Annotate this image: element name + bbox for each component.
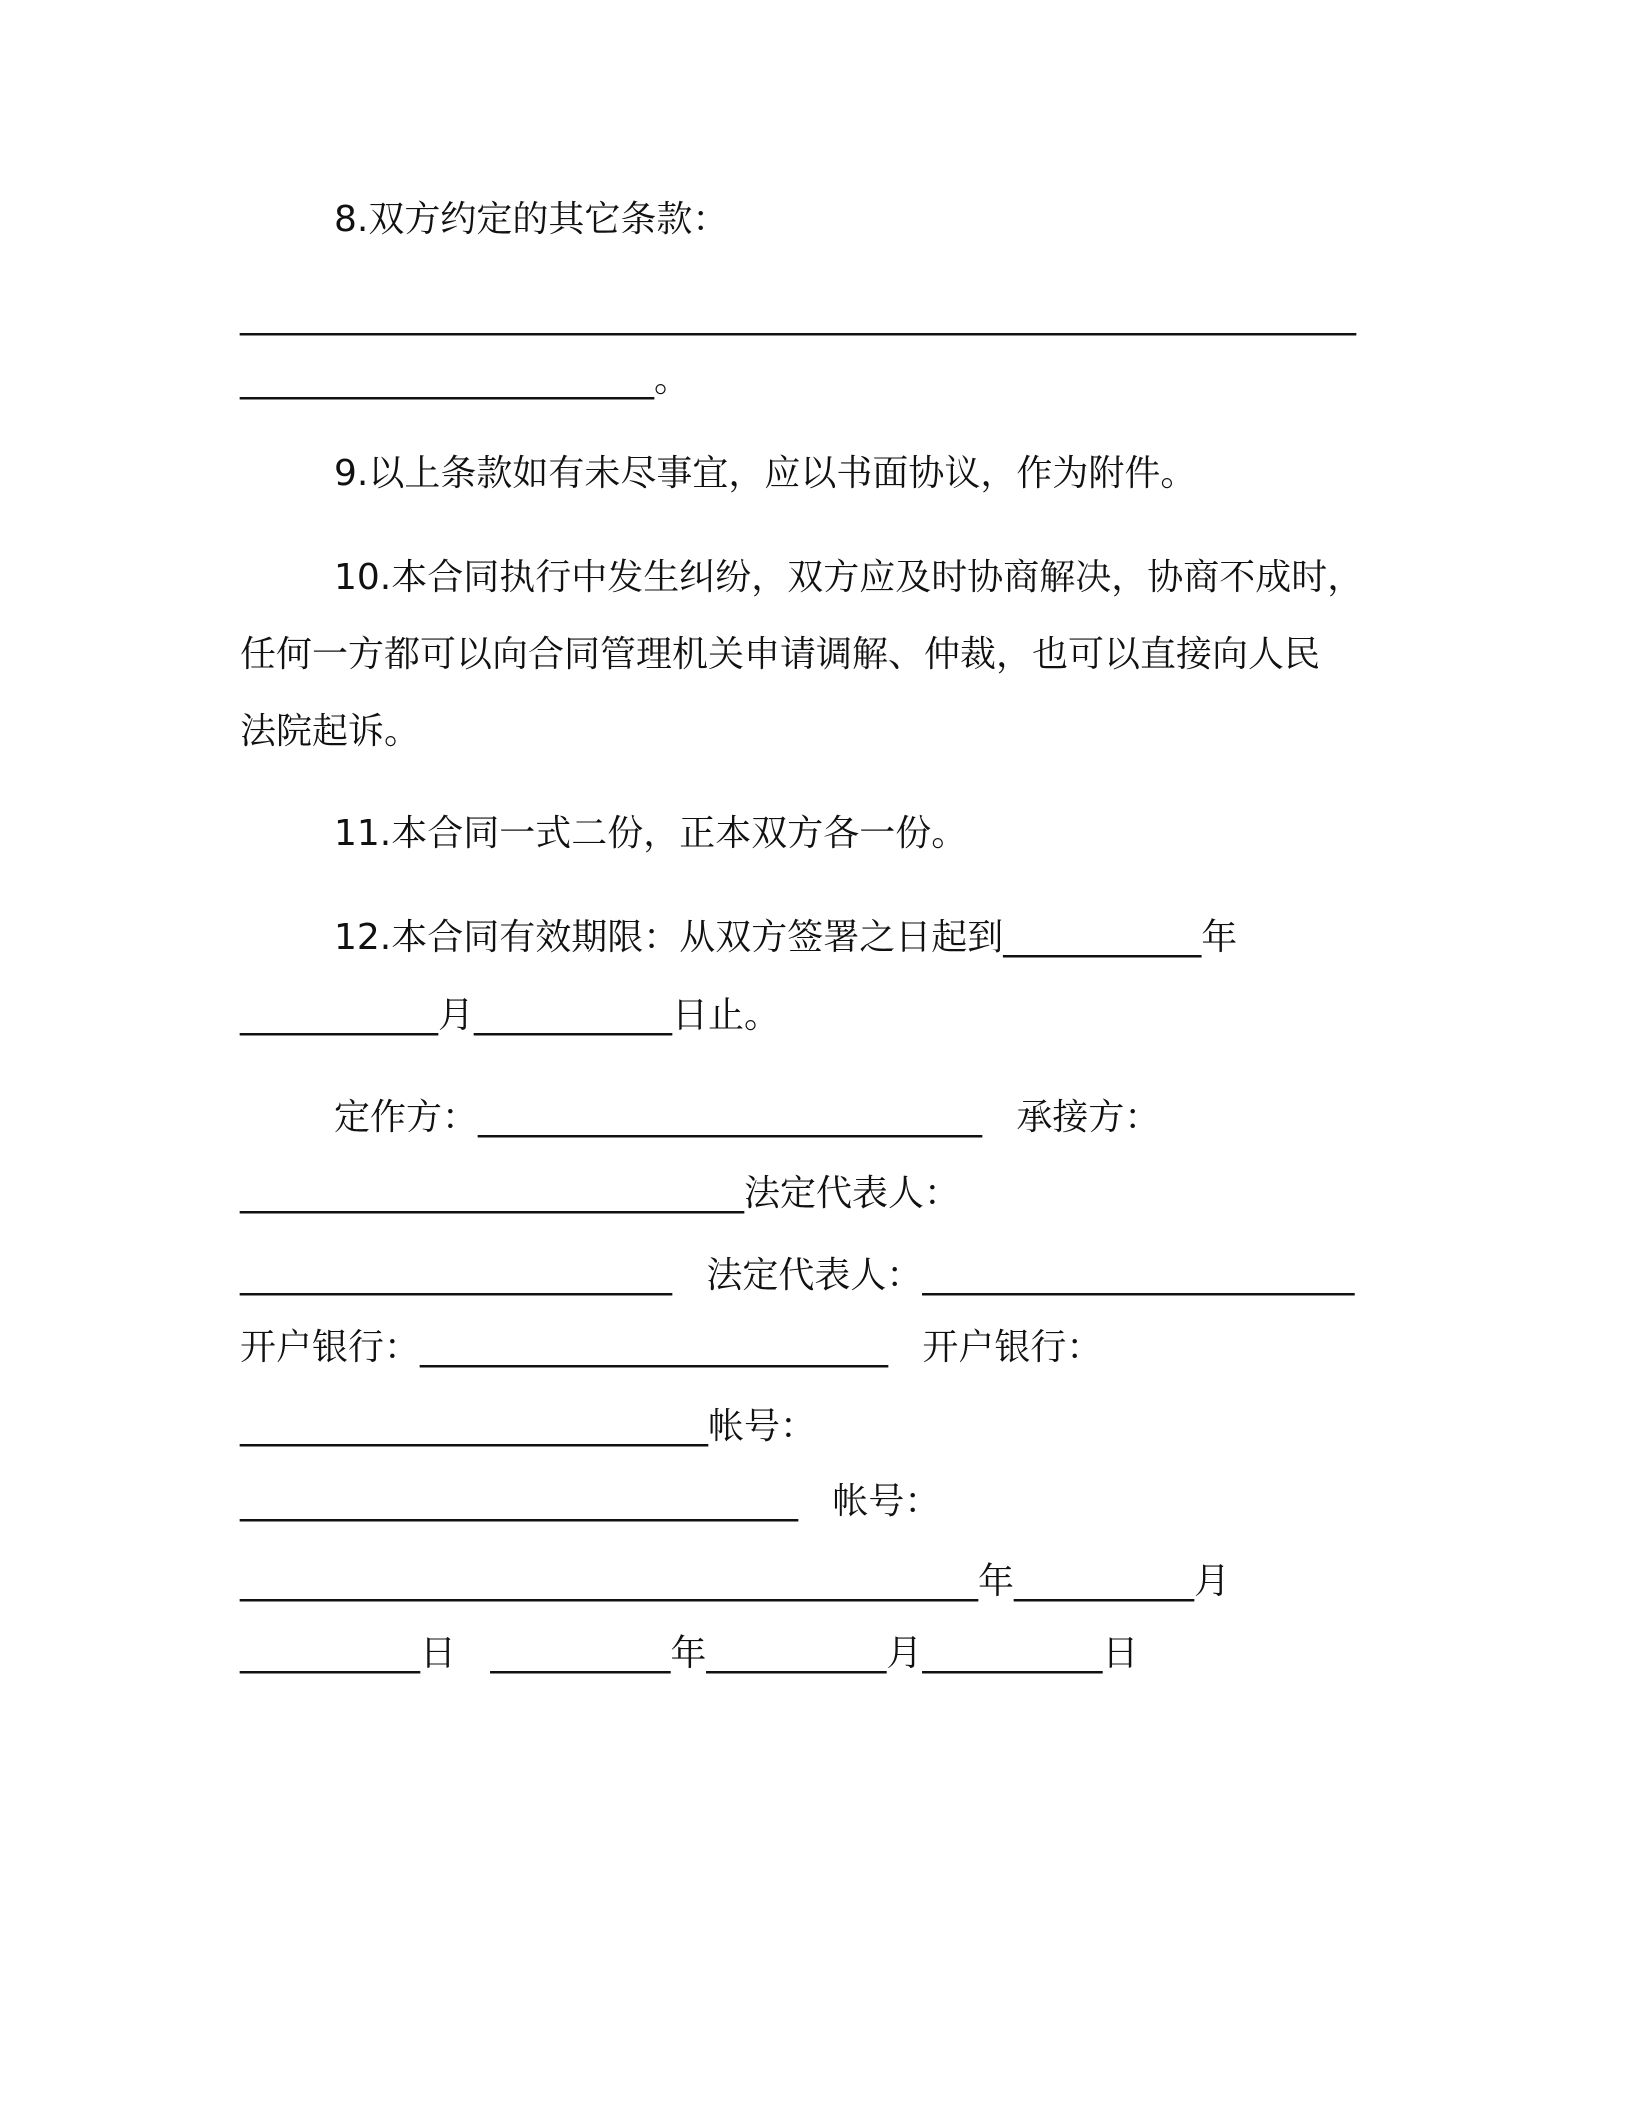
signature-line-4: 开户银行：__________________________ 开户银行： <box>240 1327 1103 1368</box>
signature-line-3: ________________________ 法定代表人：________________________ <box>240 1255 1355 1296</box>
signature-line-1: 定作方：____________________________ 承接方： <box>334 1097 1161 1138</box>
signature-line-2: ____________________________法定代表人： <box>240 1173 961 1214</box>
clause-12-line-1: 12.本合同有效期限：从双方签署之日起到___________年 <box>334 917 1238 958</box>
clause-11: 11.本合同一式二份，正本双方各一份。 <box>334 813 968 854</box>
clause-10-line-3: 法院起诉。 <box>240 711 421 752</box>
signature-line-6: _______________________________ 帐号： <box>240 1481 941 1522</box>
signature-line-5: __________________________帐号： <box>240 1406 817 1447</box>
clause-10-line-1: 10.本合同执行中发生纠纷，双方应及时协商解决，协商不成时， <box>334 557 1364 598</box>
clause-8-blank-line-2: _______________________。 <box>240 359 690 400</box>
clause-12-line-2: ___________月___________日止。 <box>240 995 781 1036</box>
clause-8-blank-line-1: ______________________________________________________________ <box>240 295 1356 336</box>
clause-8-heading: 8.双方约定的其它条款： <box>334 199 729 240</box>
clause-9: 9.以上条款如有未尽事宜，应以书面协议，作为附件。 <box>334 453 1197 494</box>
date-line-1: _________________________________________年__________月 <box>240 1561 1230 1602</box>
clause-10-line-2: 任何一方都可以向合同管理机关申请调解、仲裁，也可以直接向人民 <box>240 634 1321 675</box>
date-line-2: __________日 __________年__________月__________日 <box>240 1633 1139 1674</box>
